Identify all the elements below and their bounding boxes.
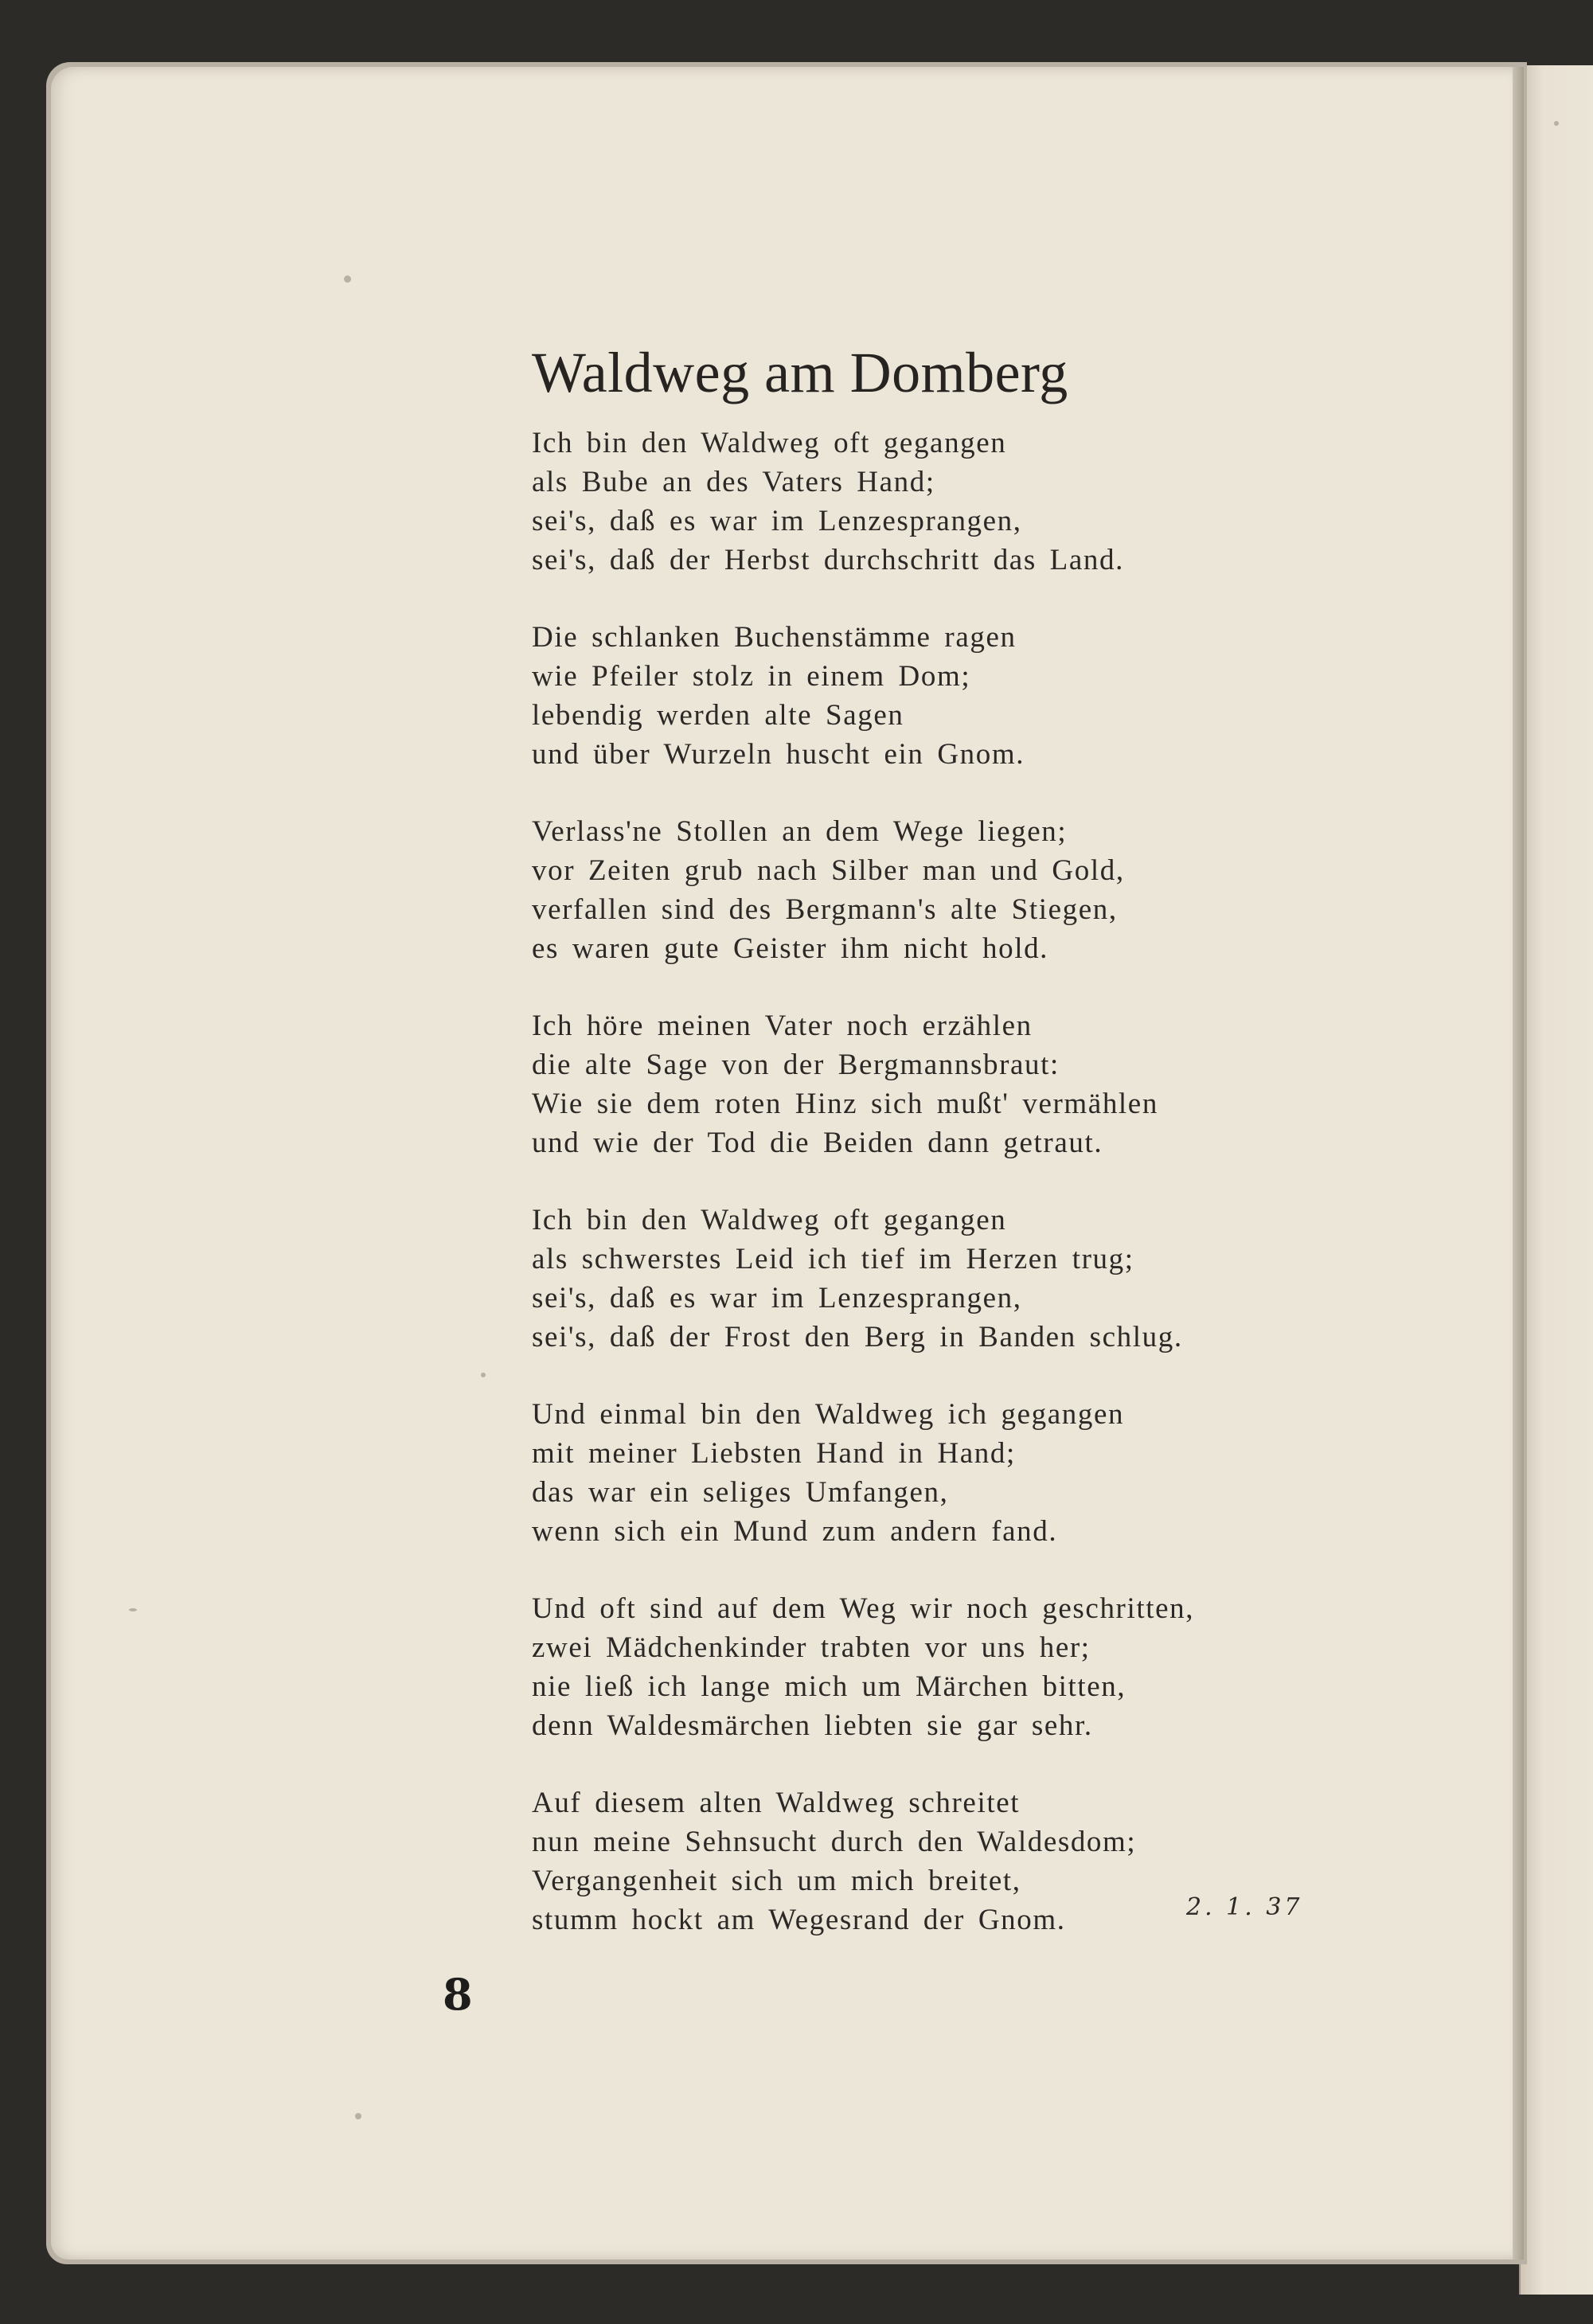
poem-line: Ich bin den Waldweg oft gegangen	[532, 1204, 1007, 1236]
poem-line: Ich bin den Waldweg oft gegangen	[532, 427, 1007, 459]
paper-speck	[355, 2113, 361, 2119]
stanza	[532, 424, 1248, 580]
poem-line: zwei Mädchenkinder trabten vor uns her;	[532, 1631, 1091, 1664]
poem-date: 2. 1. 37	[1186, 1893, 1303, 1921]
poem-line: als Bube an des Vaters Hand;	[532, 466, 935, 498]
poem-line: sei's, daß es war im Lenzesprangen,	[532, 1282, 1022, 1314]
poem-line: als schwerstes Leid ich tief im Herzen trug;	[532, 1243, 1134, 1275]
paper-speck	[481, 1373, 486, 1377]
paper-speck	[1554, 121, 1559, 126]
stanza	[532, 1589, 1248, 1745]
poem-line: mit meiner Liebsten Hand in Hand;	[532, 1437, 1016, 1470]
poem-line: Verlass'ne Stollen an dem Wege liegen;	[532, 815, 1068, 848]
poem-line: es waren gute Geister ihm nicht hold.	[532, 932, 1049, 965]
poem-line: Auf diesem alten Waldweg schreitet	[532, 1787, 1021, 1819]
page-number: 8	[443, 1969, 473, 2020]
poem-line: stumm hockt am Wegesrand der Gnom.	[532, 1904, 1066, 1936]
stanza	[532, 1395, 1248, 1551]
poem-line: Wie sie dem roten Hinz sich mußt' vermählen	[532, 1088, 1158, 1120]
poem-line: Die schlanken Buchenstämme ragen	[532, 621, 1017, 654]
stanza	[532, 812, 1248, 968]
page-fold	[1513, 67, 1524, 2260]
poem-line: Vergangenheit sich um mich breitet,	[532, 1865, 1021, 1897]
stanza	[532, 1201, 1248, 1357]
poem-line: wie Pfeiler stolz in einem Dom;	[532, 660, 971, 693]
poem-line: sei's, daß der Frost den Berg in Banden schlug.	[532, 1321, 1183, 1353]
poem-line: sei's, daß es war im Lenzesprangen,	[532, 505, 1022, 537]
poem-line: und über Wurzeln huscht ein Gnom.	[532, 738, 1025, 771]
poem-line: lebendig werden alte Sagen	[532, 699, 904, 732]
stanza	[532, 1783, 1248, 1939]
poem-line: Und einmal bin den Waldweg ich gegangen	[532, 1398, 1125, 1431]
poem-line: Und oft sind auf dem Weg wir noch geschritten,	[532, 1592, 1195, 1625]
poem-body	[532, 424, 1248, 1978]
poem-line: vor Zeiten grub nach Silber man und Gold,	[532, 854, 1125, 887]
poem-line: nun meine Sehnsucht durch den Waldesdom;	[532, 1826, 1137, 1858]
poem-line: die alte Sage von der Bergmannsbraut:	[532, 1049, 1060, 1081]
poem-line: verfallen sind des Bergmann's alte Stiegen,	[532, 893, 1118, 926]
poem-line: sei's, daß der Herbst durchschritt das Land.	[532, 544, 1124, 576]
stanza	[532, 618, 1248, 774]
poem-line: denn Waldesmärchen liebten sie gar sehr.	[532, 1709, 1093, 1742]
poem-line: nie ließ ich lange mich um Märchen bitten,	[532, 1670, 1126, 1703]
poem-line: und wie der Tod die Beiden dann getraut.	[532, 1127, 1103, 1159]
stanza	[532, 1006, 1248, 1162]
paper-speck	[344, 275, 351, 283]
poem-title: Waldweg am Domberg	[532, 341, 1068, 404]
facing-page-edge	[1519, 65, 1593, 2295]
poem-line: das war ein seliges Umfangen,	[532, 1476, 949, 1509]
poem-line: wenn sich ein Mund zum andern fand.	[532, 1515, 1058, 1548]
poem-line: Ich höre meinen Vater noch erzählen	[532, 1010, 1033, 1042]
paper-speck	[129, 1608, 137, 1611]
